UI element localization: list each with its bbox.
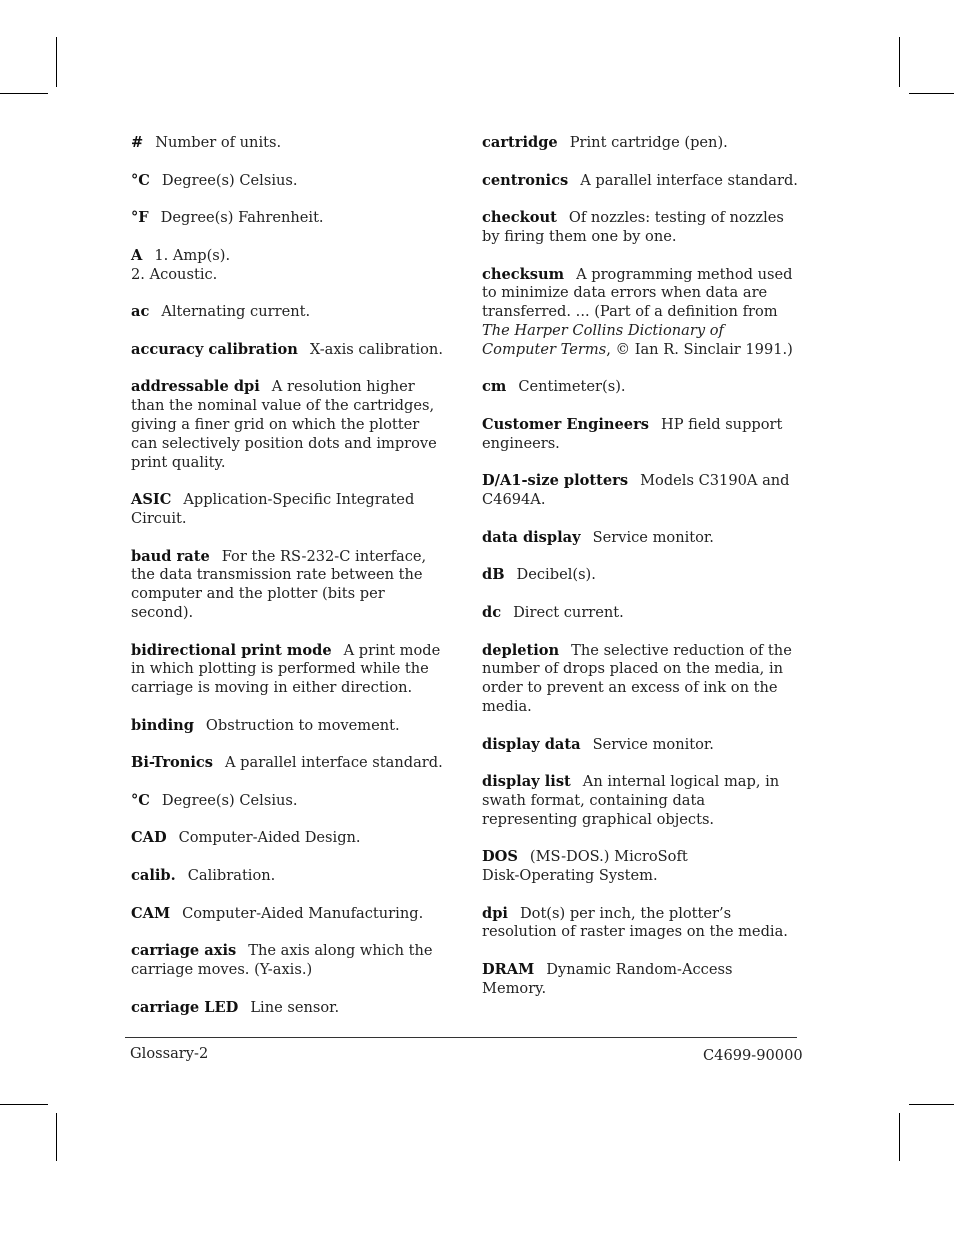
glossary-entry <box>131 134 449 153</box>
glossary-term: Customer Engineers <box>482 415 649 433</box>
glossary-entry <box>482 905 798 943</box>
glossary-entry <box>131 209 449 228</box>
glossary-definition: Alternating current. <box>161 303 311 321</box>
glossary-definition: Calibration. <box>187 867 276 885</box>
glossary-entry <box>131 341 449 360</box>
glossary-definition: Print cartridge (pen). <box>569 134 728 151</box>
glossary-term: bidirectional print mode <box>131 641 332 659</box>
glossary-definition: Service monitor. <box>592 528 714 546</box>
glossary-term: accuracy calibration <box>131 340 298 358</box>
glossary-term: cartridge <box>482 134 558 151</box>
glossary-term: °C <box>131 171 150 189</box>
glossary-term: ASIC <box>131 491 172 509</box>
glossary-definition-line2: 2. Acoustic. <box>131 265 218 283</box>
glossary-entry <box>131 548 449 623</box>
crop-mark-bottom-right-vertical <box>899 1113 900 1161</box>
glossary-term: display data <box>482 735 581 753</box>
glossary-entry <box>131 642 449 698</box>
glossary-entry <box>482 961 798 999</box>
glossary-term: DOS <box>482 848 518 866</box>
glossary-definition: Line sensor. <box>250 998 340 1016</box>
glossary-definition: X-axis calibration. <box>309 340 443 358</box>
glossary-definition: Models C3190A and C4694A. <box>482 472 790 509</box>
glossary-term: dc <box>482 603 502 621</box>
glossary-entry <box>482 209 798 247</box>
footer-divider <box>125 1037 797 1038</box>
glossary-definition: Direct current. <box>513 603 624 621</box>
glossary-entry <box>131 999 449 1018</box>
document-number: C4699-90000 <box>703 1047 803 1064</box>
glossary-term: depletion <box>482 641 560 659</box>
crop-mark-top-right-vertical <box>899 37 900 87</box>
glossary-term: binding <box>131 716 194 734</box>
crop-mark-top-left-vertical <box>56 37 57 87</box>
glossary-definition: A programming method used to minimize data errors when data are transferred. ... (Part of a definition from <box>482 265 793 321</box>
glossary-citation-tail: , © Ian R. Sinclair 1991.) <box>606 340 793 358</box>
glossary-term: ac <box>131 303 150 321</box>
glossary-entry <box>131 942 449 980</box>
glossary-definition: A parallel interface standard. <box>225 754 443 772</box>
glossary-entry <box>131 754 449 773</box>
glossary-term: centronics <box>482 171 569 189</box>
glossary-column-left <box>131 134 449 1036</box>
glossary-entry <box>131 491 449 529</box>
glossary-entry <box>482 378 798 397</box>
glossary-definition: Number of units. <box>155 134 282 151</box>
glossary-entry <box>131 829 449 848</box>
glossary-entry <box>482 472 798 510</box>
crop-mark-bottom-left-vertical <box>56 1113 57 1161</box>
glossary-entry <box>482 642 798 717</box>
glossary-definition: Obstruction to movement. <box>205 716 400 734</box>
glossary-definition: A parallel interface standard. <box>580 171 798 189</box>
glossary-term: dB <box>482 566 505 584</box>
glossary-entry <box>131 247 449 285</box>
glossary-term: calib. <box>131 867 176 885</box>
glossary-term: A <box>131 246 143 264</box>
glossary-term: cm <box>482 378 507 396</box>
glossary-term: carriage LED <box>131 998 239 1016</box>
glossary-entry <box>131 717 449 736</box>
glossary-definition: The axis along which the carriage moves. (Y-axis.) <box>131 942 433 979</box>
glossary-entry <box>482 736 798 755</box>
glossary-entry <box>131 172 449 191</box>
glossary-entry <box>482 566 798 585</box>
glossary-term: baud rate <box>131 547 210 565</box>
glossary-term: checksum <box>482 265 565 283</box>
glossary-entry <box>131 378 449 472</box>
glossary-definition: Application-Specific Integrated Circuit. <box>131 491 415 527</box>
glossary-term: checkout <box>482 209 557 227</box>
glossary-definition: Degree(s) Celsius. <box>161 171 298 189</box>
glossary-definition: Computer-Aided Design. <box>178 829 361 847</box>
glossary-term: # <box>131 134 144 151</box>
glossary-term: °F <box>131 209 149 227</box>
glossary-term: CAD <box>131 829 167 847</box>
glossary-term: dpi <box>482 904 508 922</box>
glossary-term: carriage axis <box>131 942 237 960</box>
glossary-definition: Decibel(s). <box>516 566 596 584</box>
glossary-definition-line2: Disk-Operating System. <box>482 867 658 885</box>
glossary-column-right <box>482 134 798 1017</box>
glossary-entry <box>131 303 449 322</box>
glossary-definition: (MS-DOS.) MicroSoft <box>529 848 688 866</box>
glossary-definition: Degree(s) Celsius. <box>161 791 298 809</box>
glossary-definition: HP field support engineers. <box>482 415 783 452</box>
glossary-definition: Degree(s) Fahrenheit. <box>160 209 324 227</box>
glossary-entry <box>131 867 449 886</box>
crop-mark-bottom-left-horizontal <box>0 1104 48 1105</box>
glossary-entry <box>482 134 798 153</box>
glossary-definition: Computer-Aided Manufacturing. <box>182 904 424 922</box>
glossary-term: display list <box>482 773 571 791</box>
glossary-entry <box>482 416 798 454</box>
glossary-definition: Service monitor. <box>592 735 714 753</box>
glossary-term: data display <box>482 528 581 546</box>
glossary-definition: The selective reduction of the number of drops placed on the media, in order to prevent an excess of ink on the media. <box>482 641 792 715</box>
glossary-definition: An internal logical map, in swath format, containing data representing graphical objects. <box>482 773 780 828</box>
glossary-entry <box>482 848 798 886</box>
glossary-entry <box>482 604 798 623</box>
glossary-definition: Centimeter(s). <box>518 378 626 396</box>
glossary-definition: Dynamic Random-Access Memory. <box>482 961 733 997</box>
glossary-entry <box>482 172 798 191</box>
glossary-term: °C <box>131 791 150 809</box>
glossary-term: CAM <box>131 904 171 922</box>
glossary-definition: A resolution higher than the nominal value of the cartridges, giving a finer grid on which the plotter can selectively position dots and improve print quality. <box>131 378 437 471</box>
crop-mark-top-left-horizontal <box>0 93 48 94</box>
glossary-term: Bi-Tronics <box>131 754 213 772</box>
glossary-term: D/A1-size plotters <box>482 472 629 490</box>
glossary-definition: For the RS-232-C interface, the data transmission rate between the computer and the plotter (bits per second). <box>131 547 427 621</box>
glossary-entry <box>482 773 798 829</box>
glossary-entry <box>482 266 798 360</box>
glossary-entry <box>482 529 798 548</box>
glossary-citation-title: The Harper Collins Dictionary of Computer Terms <box>482 321 724 358</box>
crop-mark-bottom-right-horizontal <box>909 1104 954 1105</box>
page-label: Glossary-2 <box>130 1045 209 1062</box>
glossary-entry <box>131 792 449 811</box>
glossary-definition: 1. Amp(s). <box>154 246 231 264</box>
glossary-definition: Of nozzles: testing of nozzles by firing them one by one. <box>482 209 784 245</box>
glossary-term: addressable dpi <box>131 378 260 396</box>
glossary-term: DRAM <box>482 961 535 979</box>
crop-mark-top-right-horizontal <box>909 93 954 94</box>
glossary-definition: Dot(s) per inch, the plotter’s resolution of raster images on the media. <box>482 904 788 941</box>
glossary-entry <box>131 905 449 924</box>
glossary-definition: A print mode in which plotting is performed while the carriage is moving in either direction. <box>131 641 441 697</box>
